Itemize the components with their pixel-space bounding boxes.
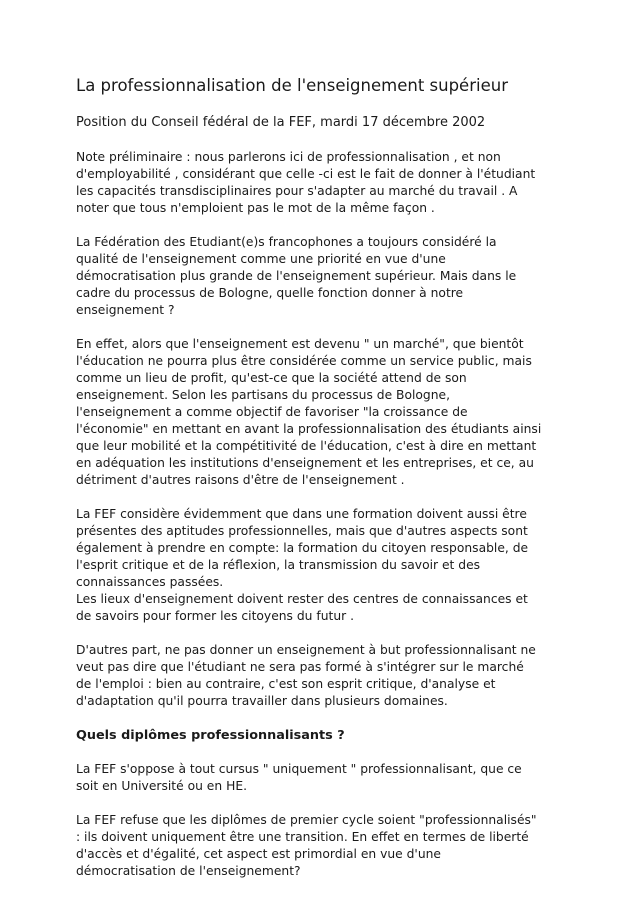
paragraph-line: l'enseignement a comme objectif de favoriser "la croissance de bbox=[76, 405, 468, 419]
paragraph-line: également à prendre en compte: la formation du citoyen responsable, de bbox=[76, 541, 529, 555]
paragraph-line: : ils doivent uniquement être une transition. En effet en termes de liberté bbox=[76, 830, 529, 844]
paragraph-line: l'esprit critique et de la réflexion, la transmission du savoir et des bbox=[76, 558, 481, 572]
paragraph-line: D'autres part, ne pas donner un enseignement à but professionnalisant ne bbox=[76, 643, 536, 657]
paragraph-line: cadre du processus de Bologne, quelle fonction donner à notre bbox=[76, 286, 464, 300]
document-subtitle: Position du Conseil fédéral de la FEF, mardi 17 décembre 2002 bbox=[76, 115, 486, 130]
paragraph-line: connaissances passées. bbox=[76, 575, 224, 589]
paragraph-line: que leur mobilité et la compétitivité de l'éducation, c'est à dire en mettant bbox=[76, 439, 537, 453]
paragraph-line: les capacités transdisciplinaires pour s'adapter au marché du travail . A bbox=[76, 184, 518, 198]
paragraph-line: comme un lieu de profit, qu'est-ce que la société attend de son bbox=[76, 371, 467, 385]
paragraph-line: La FEF s'oppose à tout cursus " uniquement " professionnalisant, que ce bbox=[76, 762, 522, 776]
paragraph-line: démocratisation de l'enseignement? bbox=[76, 864, 301, 878]
paragraph-en-effet bbox=[76, 336, 566, 489]
paragraph-fef-oppose bbox=[76, 761, 566, 795]
paragraph-line: La FEF refuse que les diplômes de premier cycle soient "professionnalisés" bbox=[76, 813, 537, 827]
paragraph-line: En effet, alors que l'enseignement est devenu " un marché", que bientôt bbox=[76, 337, 524, 351]
paragraph-line: détriment d'autres raisons d'être de l'enseignement . bbox=[76, 473, 405, 487]
paragraph-line: veut pas dire que l'étudiant ne sera pas formé à s'intégrer sur le marché bbox=[76, 660, 524, 674]
paragraph-line: La FEF considère évidemment que dans une formation doivent aussi être bbox=[76, 507, 527, 521]
paragraph-line: présentes des aptitudes professionnelles, mais que d'autres aspects sont bbox=[76, 524, 528, 538]
paragraph-autres-part bbox=[76, 642, 566, 710]
paragraph-line: noter que tous n'emploient pas le mot de la même façon . bbox=[76, 201, 435, 215]
paragraph-line: démocratisation plus grande de l'enseignement supérieur. Mais dans le bbox=[76, 269, 517, 283]
paragraph-line: La Fédération des Etudiant(e)s francophones a toujours considéré la bbox=[76, 235, 497, 249]
paragraph-line: enseignement ? bbox=[76, 303, 175, 317]
paragraph-federation bbox=[76, 234, 566, 319]
paragraph-lieux-enseignement bbox=[76, 591, 566, 625]
paragraph-fef-considere bbox=[76, 506, 566, 591]
section-heading: Quels diplômes professionnalisants ? bbox=[76, 728, 345, 743]
document-title: La professionnalisation de l'enseignement supérieur bbox=[76, 76, 508, 95]
paragraph-line: d'adaptation qu'il pourra travailler dans plusieurs domaines. bbox=[76, 694, 448, 708]
paragraph-line: d'accès et d'égalité, cet aspect est primordial en vue d'une bbox=[76, 847, 441, 861]
document-page bbox=[76, 76, 566, 897]
paragraph-line: qualité de l'enseignement comme une priorité en vue d'une bbox=[76, 252, 446, 266]
paragraph-line: soit en Université ou en HE. bbox=[76, 779, 247, 793]
paragraph-note-preliminaire bbox=[76, 149, 566, 217]
paragraph-line: de savoirs pour former les citoyens du futur . bbox=[76, 609, 354, 623]
paragraph-line: Note préliminaire : nous parlerons ici de professionnalisation , et non bbox=[76, 150, 501, 164]
paragraph-fef-refuse bbox=[76, 812, 566, 880]
paragraph-line: enseignement. Selon les partisans du processus de Bologne, bbox=[76, 388, 451, 402]
paragraph-line: d'employabilité , considérant que celle -ci est le fait de donner à l'étudiant bbox=[76, 167, 536, 181]
paragraph-line: l'économie" en mettant en avant la professionnalisation des étudiants ainsi bbox=[76, 422, 542, 436]
paragraph-line: Les lieux d'enseignement doivent rester des centres de connaissances et bbox=[76, 592, 528, 606]
paragraph-line: l'éducation ne pourra plus être considérée comme un service public, mais bbox=[76, 354, 532, 368]
paragraph-line: en adéquation les institutions d'enseignement et les entreprises, et ce, au bbox=[76, 456, 534, 470]
paragraph-line: de l'emploi : bien au contraire, c'est son esprit critique, d'analyse et bbox=[76, 677, 496, 691]
